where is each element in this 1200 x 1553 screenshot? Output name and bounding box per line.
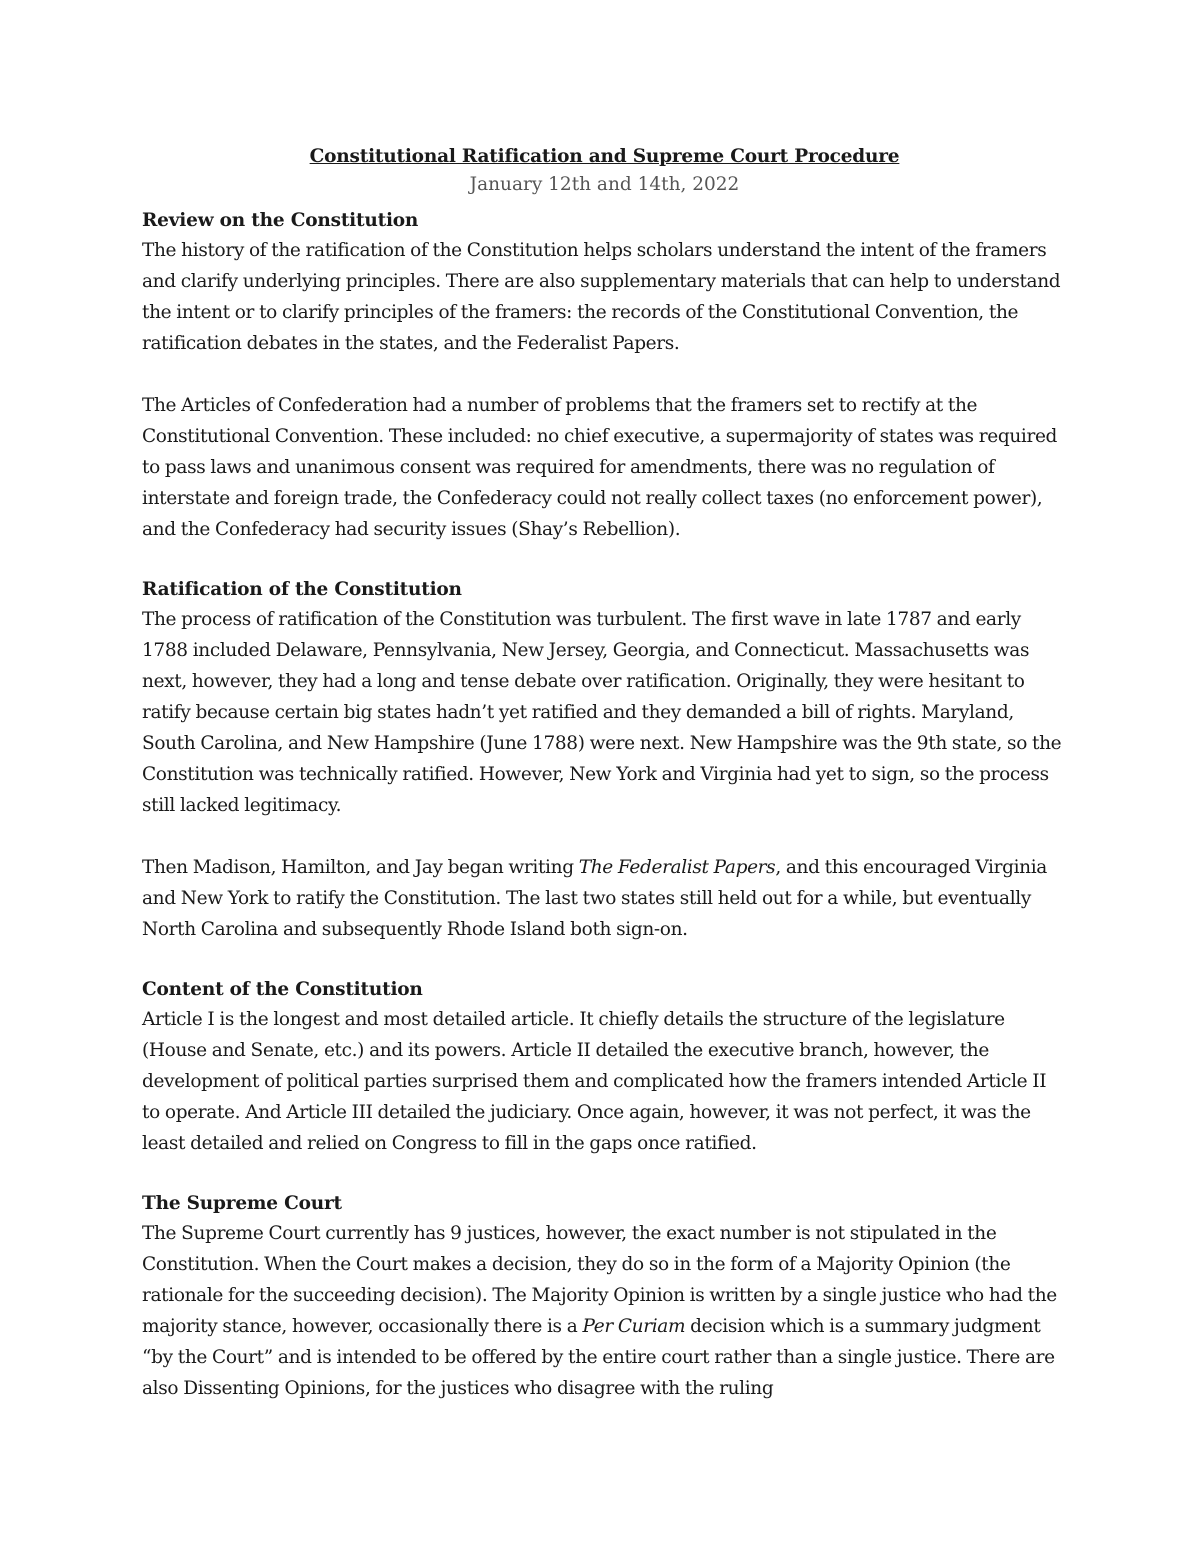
section-heading-ratification: Ratification of the Constitution xyxy=(142,579,462,600)
paragraph-spacer xyxy=(142,1159,1067,1190)
supreme-court-paragraph-1 xyxy=(142,1218,1067,1404)
paragraph-spacer xyxy=(142,359,1067,390)
supreme-court-p1-text-after: decision which is a summary judgment “by the Court” and is intended to be offered by the entire court rather than a single justice. There are also Dissenting Opinions, for the justices who disagree with the ruling xyxy=(142,1316,1055,1399)
content-paragraph-1: Article I is the longest and most detailed article. It chiefly details the structure of the legislature (House and Senate, etc.) and its powers. Article II detailed the executive branch, however, the development of political parties surprised them and complicated how the framers intended Article II to operate. And Article III detailed the judiciary. Once again, however, it was not perfect, it was the least detailed and relied on Congress to fill in the gaps once ratified. xyxy=(142,1009,1047,1154)
supreme-court-p1-text-before: The Supreme Court currently has 9 justices, however, the exact number is not stipulated in the Constitution. When the Court makes a decision, they do so in the form of a Majority Opinion (the rationale for the succeeding decision). The Majority Opinion is written by a single justice who had the majority stance, however, occasionally there is a xyxy=(142,1223,1057,1337)
paragraph-spacer xyxy=(142,945,1067,976)
ratification-p2-text-after: , and this encouraged Virginia and New York to ratify the Constitution. The last two states still held out for a while, but eventually North Carolina and subsequently Rhode Island both sign-on. xyxy=(142,857,1047,940)
paragraph-spacer xyxy=(142,545,1067,576)
per-curiam-term: Per Curiam xyxy=(582,1316,686,1337)
paragraph-spacer xyxy=(142,821,1067,852)
section-heading-supreme-court: The Supreme Court xyxy=(142,1193,342,1214)
section-heading-review: Review on the Constitution xyxy=(142,210,419,231)
ratification-paragraph-2 xyxy=(142,852,1067,945)
review-paragraph-1: The history of the ratification of the Constitution helps scholars understand the intent of the framers and clarify underlying principles. There are also supplementary materials that can help to understand the intent or to clarify principles of the framers: the records of the Constitutional Convention, the ratification debates in the states, and the Federalist Papers. xyxy=(142,240,1061,354)
federalist-papers-title: The Federalist Papers xyxy=(578,857,776,878)
section-heading-content: Content of the Constitution xyxy=(142,979,423,1000)
ratification-p2-text-before: Then Madison, Hamilton, and Jay began writing xyxy=(142,857,579,878)
document-title: Constitutional Ratification and Supreme Court Procedure xyxy=(309,146,900,167)
document-body xyxy=(142,143,1067,1404)
ratification-paragraph-1: The process of ratification of the Constitution was turbulent. The first wave in late 1787 and early 1788 included Delaware, Pennsylvania, New Jersey, Georgia, and Connecticut. Massachusetts was next, however, they had a long and tense debate over ratification. Originally, they were hesitant to ratify because certain big states hadn’t yet ratified and they demanded a bill of rights. Maryland, South Carolina, and New Hampshire (June 1788) were next. New Hampshire was the 9th state, so the Constitution was technically ratified. However, New York and Virginia had yet to sign, so the process still lacked legitimacy. xyxy=(142,609,1062,816)
document-date: January 12th and 14th, 2022 xyxy=(469,174,740,195)
review-paragraph-2: The Articles of Confederation had a number of problems that the framers set to rectify at the Constitutional Convention. These included: no chief executive, a supermajority of states was required to pass laws and unanimous consent was required for amendments, there was no regulation of interstate and foreign trade, the Confederacy could not really collect taxes (no enforcement power), and the Confederacy had security issues (Shay’s Rebellion). xyxy=(142,395,1058,540)
